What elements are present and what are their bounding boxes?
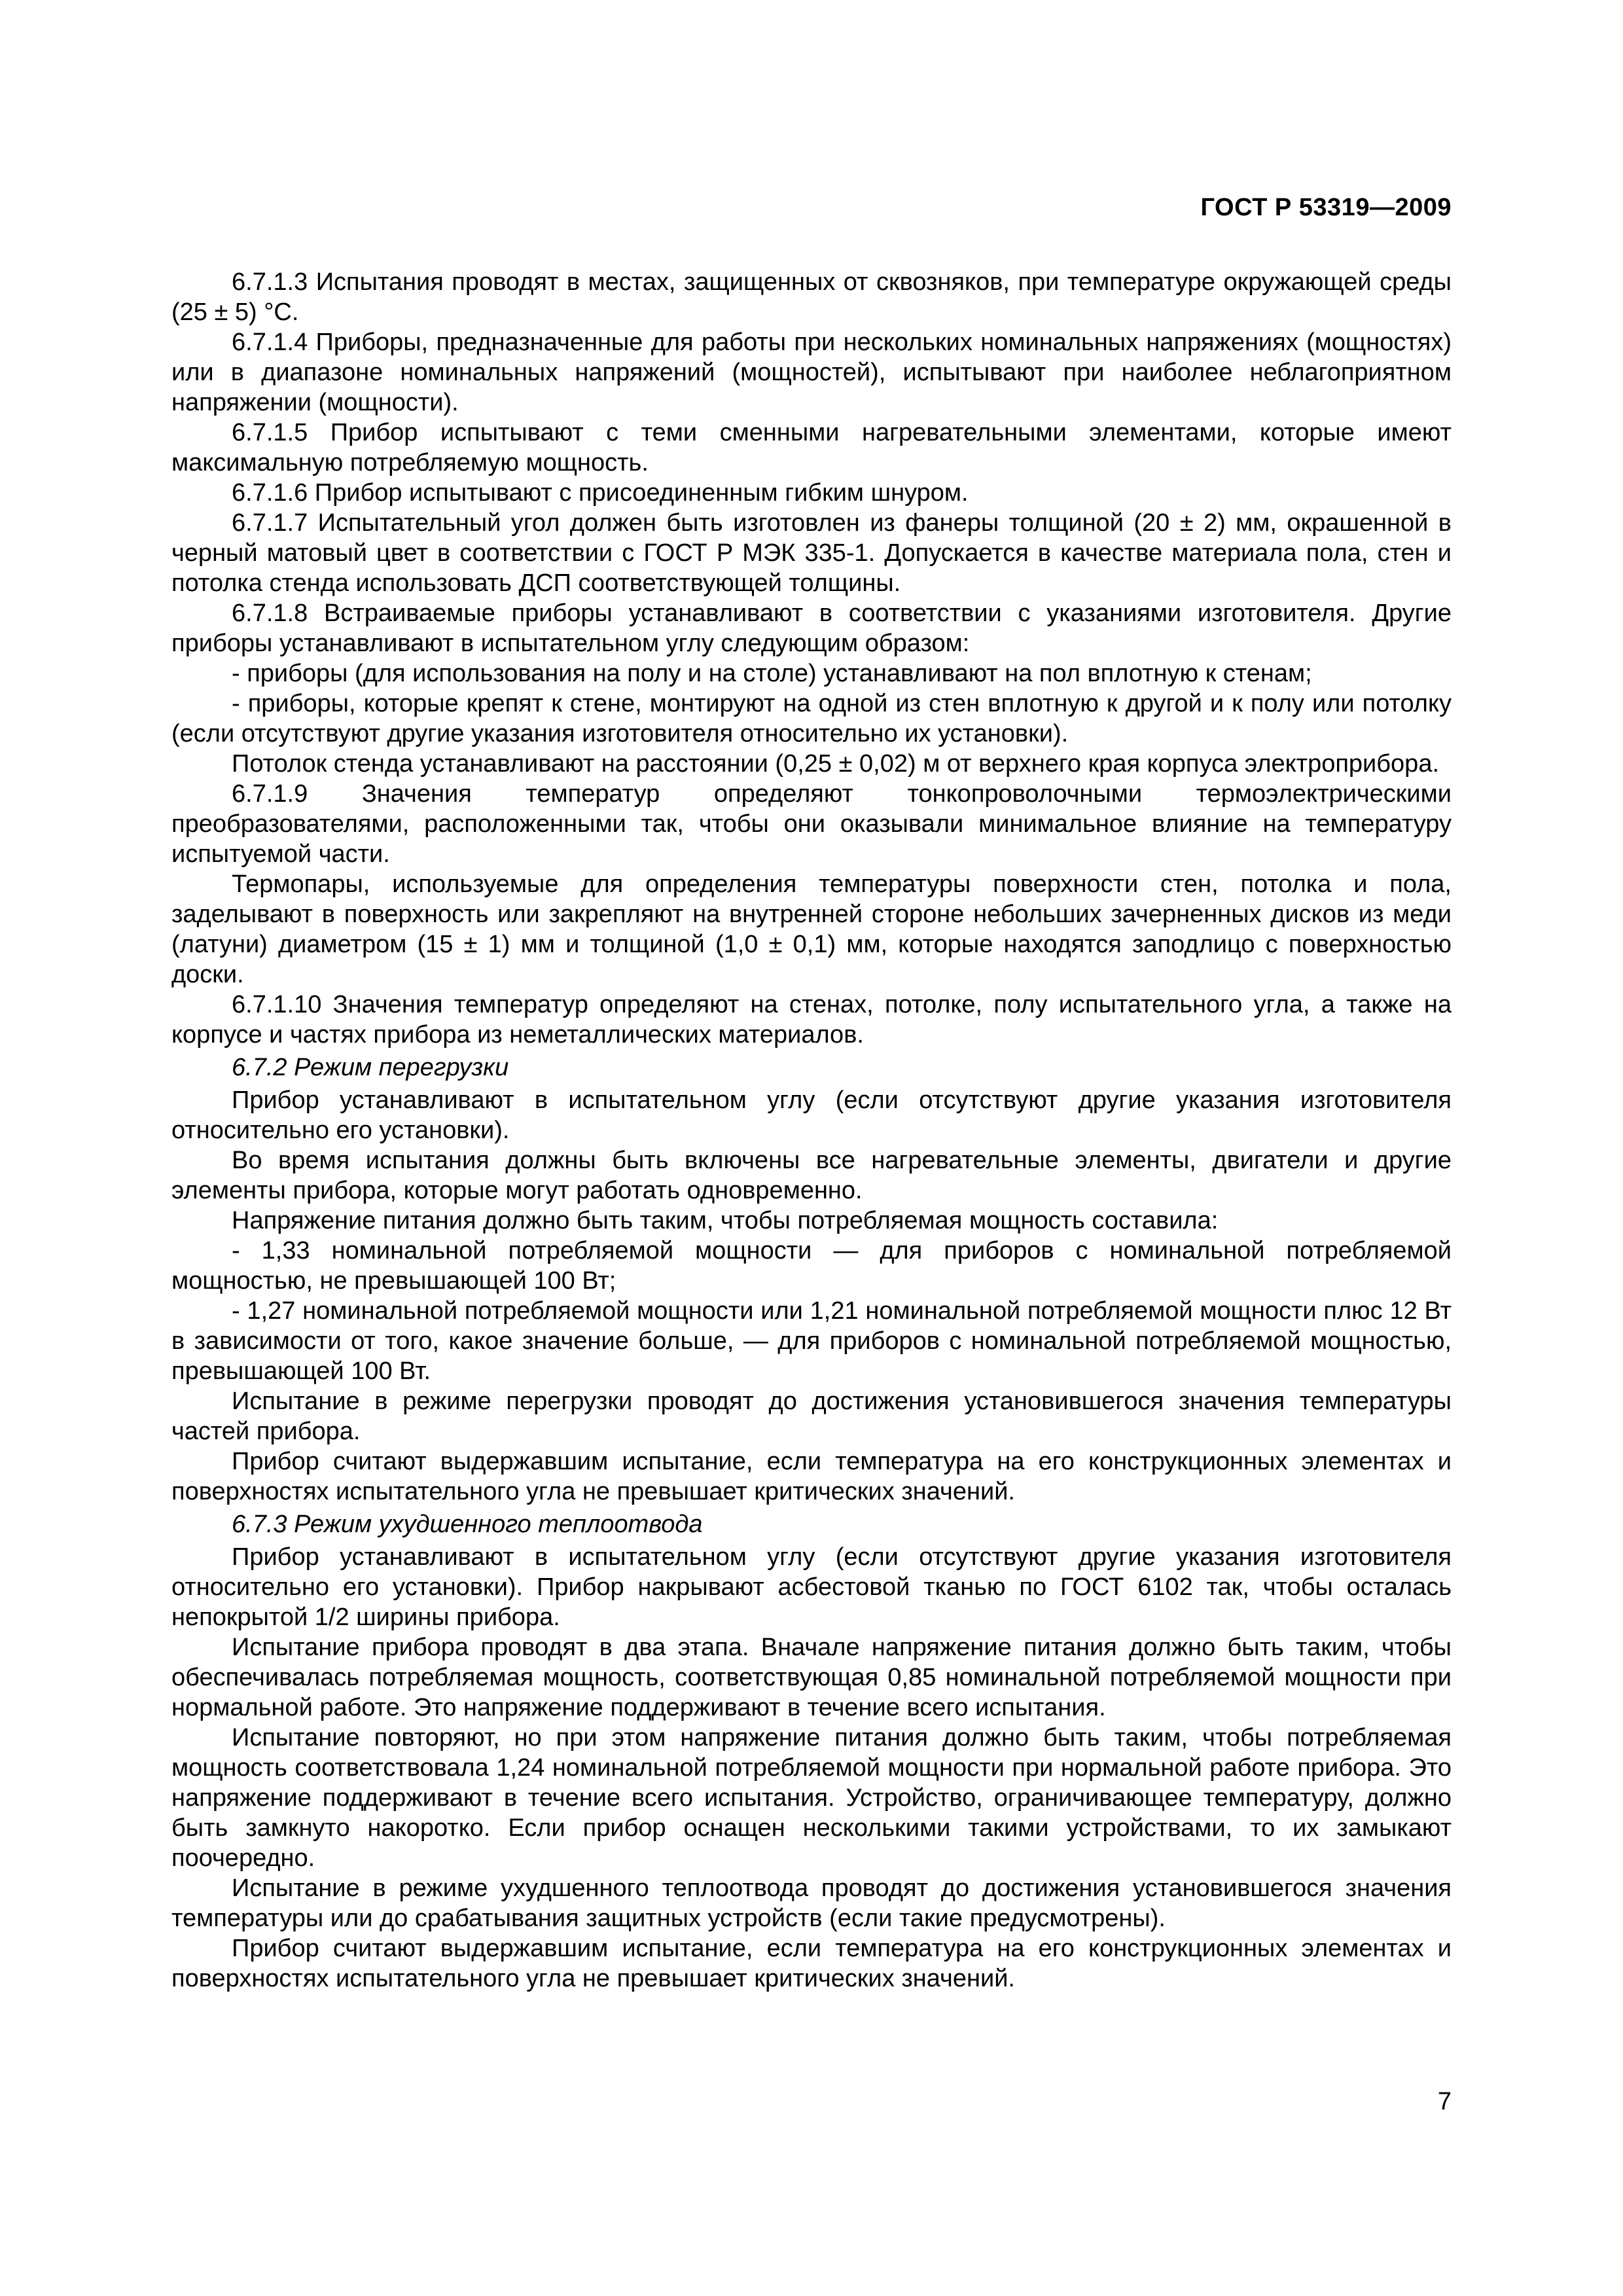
paragraph-6-7-1-8: 6.7.1.8 Встраиваемые приборы устанавливают в соответствии с указаниями изготовителя. Другие приборы устанавливают в испытательном углу следующим образом: [171, 600, 1452, 657]
overload-paragraph: Прибор устанавливают в испытательном углу (если отсутствуют другие указания изготовителя относительно его установки). [171, 1086, 1452, 1144]
standard-number-header: ГОСТ Р 53319—2009 [1200, 194, 1452, 221]
heat-paragraph: Прибор устанавливают в испытательном углу (если отсутствуют другие указания изготовителя относительно его установки). Прибор накрывают асбестовой тканью по ГОСТ 6102 так, чтобы осталась непокрытой 1/2 ширины прибора. [171, 1543, 1452, 1631]
page-number: 7 [1437, 2088, 1452, 2115]
paragraph-6-7-1-3: 6.7.1.3 Испытания проводят в местах, защищенных от сквозняков, при температуре окружающей среды (25 ± 5) °С. [171, 268, 1452, 326]
overload-paragraph: Напряжение питания должно быть таким, чтобы потребляемая мощность составила: [232, 1207, 1219, 1234]
paragraph-6-7-1-4: 6.7.1.4 Приборы, предназначенные для работы при нескольких номинальных напряжениях (мощностях) или в диапазоне номинальных напряжений (мощностей), испытывают при наиболее неблагоприятном напряжении (мощности). [171, 329, 1452, 416]
list-item-wall-devices: - приборы, которые крепят к стене, монтируют на одной из стен вплотную к другой и к полу или потолку (если отсутствуют другие указания изготовителя относительно их установки). [171, 690, 1452, 747]
overload-list-item: - 1,33 номинальной потребляемой мощности — для приборов с номинальной потребляемой мощностью, не превышающей 100 Вт; [171, 1237, 1452, 1295]
section-heading-overload: 6.7.2 Режим перегрузки [232, 1054, 509, 1081]
list-item-floor-devices: - приборы (для использования на полу и на столе) устанавливают на пол вплотную к стенам; [232, 660, 1312, 687]
paragraph-thermocouples: Термопары, используемые для определения температуры поверхности стен, потолка и пола, заделывают в поверхность или закрепляют на внутренней стороне небольших зачерненных дисков из меди (латуни) диаметром (15 ± 1) мм и толщиной (1,0 ± 0,1) мм, которые находятся заподлицо с поверхностью доски. [171, 870, 1452, 988]
paragraph-ceiling-distance: Потолок стенда устанавливают на расстоянии (0,25 ± 0,02) м от верхнего края корпуса электроприбора. [232, 750, 1440, 778]
section-heading-heat-dissipation: 6.7.3 Режим ухудшенного теплоотвода [232, 1511, 703, 1538]
heat-paragraph: Прибор считают выдержавшим испытание, если температура на его конструкционных элементах и поверхностях испытательного угла не превышает критических значений. [171, 1935, 1452, 1992]
heat-paragraph: Испытание повторяют, но при этом напряжение питания должно быть таким, чтобы потребляемая мощность соответствовала 1,24 номинальной потребляемой мощности при нормальной работе прибора. Это напряжение поддерживают в течение всего испытания. Устройство, ограничивающее температуру, должно быть замкнуто накоротко. Если прибор оснащен несколькими такими устройствами, то их замыкают поочередно. [171, 1724, 1452, 1872]
paragraph-6-7-1-5: 6.7.1.5 Прибор испытывают с теми сменными нагревательными элементами, которые имеют максимальную потребляемую мощность. [171, 419, 1452, 476]
overload-paragraph: Во время испытания должны быть включены все нагревательные элементы, двигатели и другие элементы прибора, которые могут работать одновременно. [171, 1147, 1452, 1204]
overload-paragraph: Прибор считают выдержавшим испытание, если температура на его конструкционных элементах и поверхностях испытательного угла не превышает критических значений. [171, 1448, 1452, 1505]
paragraph-6-7-1-7: 6.7.1.7 Испытательный угол должен быть изготовлен из фанеры толщиной (20 ± 2) мм, окрашенной в черный матовый цвет в соответствии с ГОСТ Р МЭК 335-1. Допускается в качестве материала пола, стен и потолка стенда использовать ДСП соответствующей толщины. [171, 509, 1452, 597]
paragraph-6-7-1-6: 6.7.1.6 Прибор испытывают с присоединенным гибким шнуром. [232, 479, 969, 507]
paragraph-6-7-1-9: 6.7.1.9 Значения температур определяют тонкопроволочными термоэлектрическими преобразователями, расположенными так, чтобы они оказывали минимальное влияние на температуру испытуемой части. [171, 780, 1452, 868]
overload-list-item: - 1,27 номинальной потребляемой мощности или 1,21 номинальной потребляемой мощности плюс 12 Вт в зависимости от того, какое значение больше, — для приборов с номинальной потребляемой мощностью, превышающей 100 Вт. [171, 1297, 1452, 1385]
overload-paragraph: Испытание в режиме перегрузки проводят до достижения установившегося значения температуры частей прибора. [171, 1388, 1452, 1445]
heat-paragraph: Испытание в режиме ухудшенного теплоотвода проводят до достижения установившегося значения температуры или до срабатывания защитных устройств (если такие предусмотрены). [171, 1874, 1452, 1932]
document-body [171, 267, 1452, 1994]
paragraph-6-7-1-10: 6.7.1.10 Значения температур определяют на стенах, потолке, полу испытательного угла, а также на корпусе и частях прибора из неметаллических материалов. [171, 991, 1452, 1049]
heat-paragraph: Испытание прибора проводят в два этапа. Вначале напряжение питания должно быть таким, чтобы обеспечивалась потребляемая мощность, соответствующая 0,85 номинальной потребляемой мощности при нормальной работе. Это напряжение поддерживают в течение всего испытания. [171, 1634, 1452, 1721]
